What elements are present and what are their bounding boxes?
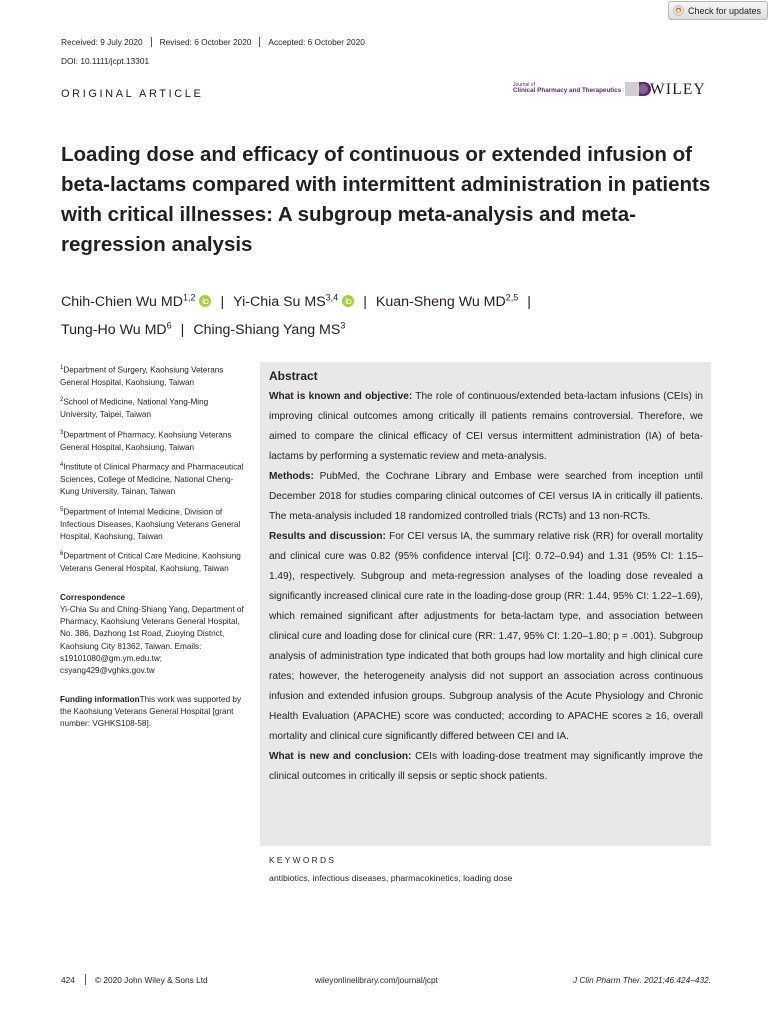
affiliation: $^2$School of Medicine, National Yang-Ming University, Taipei, Taiwan xyxy=(60,397,209,420)
citation: J Clin Pharm Ther. 2021;46:424–432. xyxy=(572,975,711,985)
journal-logo xyxy=(513,82,651,96)
affiliation: $^1$Department of Surgery, Kaohsiung Veterans General Hospital, Kaohsiung, Taiwan xyxy=(60,365,224,388)
crossmark-icon xyxy=(673,5,684,16)
author-separator: | xyxy=(180,322,185,339)
author[interactable]: Ching-Shiang Yang $MS^3$ xyxy=(193,320,346,339)
abstract-section: What is new and conclusion: CEIs with loading-dose treatment may significantly improve the clinical outcomes in critically ill sepsis or septic shock patients. xyxy=(269,751,703,782)
affiliation: $^6$Department of Critical Care Medicine, Kaohsiung Veterans General Hospital, Kaohsiung, Taiwan xyxy=(60,551,241,574)
author[interactable]: Chih-Chien Wu MD$^{1,2}$ xyxy=(61,292,196,310)
publisher-logo: WILEY xyxy=(650,81,706,98)
article-type: ORIGINAL ARTICLE xyxy=(61,88,204,100)
affiliation: $^3$Department of Pharmacy, Kaohsiung Veterans General Hospital, Kaohsiung, Taiwan xyxy=(60,429,232,452)
accepted-date: Accepted: 6 October 2020 xyxy=(268,37,365,47)
check-for-updates-button[interactable] xyxy=(668,1,768,20)
doi-link[interactable]: DOI: 10.1111/jcpt.13301 xyxy=(61,56,150,66)
abstract-section: Results and discussion: For CEI versus IA, the summary relative risk (RR) for overall mortality and clinical cure was 0.82 (95% confidence interval [CI]: 0.72–0.94) and 1.31 (95% CI: 1.15–1.49), respectively. Subgroup and meta-regression analyses of the loading dose revealed a significantly increased clinical cure rate in the loading-dose group (RR: 1.44, 95% CI: 1.22–1.69), which remained significant after adjustments for beta-lactam type, and association between clinical cure and loading dose for clinical cure (RR: 1.47, 95% CI: 1.20–1.80; p = .001). Subgroup analysis of administration type indicated that both groups had low mortality and high clinical cure rates; however, the heterogeneity analysis did not support an association across continuous infusion and extended infusion groups. Subgroup analysis of the Acute Physiology and Chronic Health Evaluation (APACHE) score was conducted; according to APACHE scores ≥ 16, overall mortality and clinical cure significantly differed between CEI and IA. xyxy=(269,531,703,742)
page-number: 424 xyxy=(61,975,75,985)
author[interactable]: Yi-Chia Su MS$^{3,4}$ xyxy=(233,292,339,310)
revised-date: Revised: 6 October 2020 xyxy=(159,37,252,47)
author-separator: | xyxy=(220,293,225,310)
journal-mark-icon xyxy=(625,82,651,96)
author-separator: | xyxy=(363,293,367,310)
author[interactable]: Tung-Ho Wu $MD^6$ xyxy=(61,320,172,339)
journal-url-link[interactable]: wileyonlinelibrary.com/journal/jcpt xyxy=(315,975,438,985)
affiliations-column xyxy=(60,362,246,731)
keywords-list: antibiotics, infectious diseases, pharmacokinetics, loading dose xyxy=(269,873,513,883)
author[interactable]: Kuan-Sheng Wu MD$^{2,5}$ xyxy=(375,292,519,310)
journal-logo-name: Clinical Pharmacy and Therapeutics xyxy=(513,87,622,95)
date-divider xyxy=(259,37,260,47)
abstract-heading: Abstract xyxy=(269,369,318,383)
funding-heading: Funding information xyxy=(60,694,140,704)
correspondence xyxy=(60,592,246,678)
abstract-section: What is known and objective: The role of continuous/extended beta-lactam infusions (CEIs) in improving clinical outcomes among critically ill patients remains controversial. Therefore, we aimed to compare the clinical efficacy of CEI versus intermittent administration (IA) of beta-lactams by performing a systematic review and meta-analysis. xyxy=(269,391,703,462)
copyright: © 2020 John Wiley & Sons Ltd xyxy=(95,975,208,985)
orcid-icon[interactable] xyxy=(199,295,211,307)
affiliation: $^5$Department of Internal Medicine, Division of Infectious Diseases, Kaohsiung Veterans General Hospital, Kaohsiung, Taiwan xyxy=(60,506,241,541)
date-divider xyxy=(151,37,152,47)
article-title: Loading dose and efficacy of continuous or extended infusion of beta-lactams compared with intermittent administration in patients with critical illnesses: A subgroup meta-analysis and meta-regression analysis xyxy=(61,143,711,256)
correspondence-heading: Correspondence xyxy=(60,592,126,602)
correspondence-text: Yi-Chia Su and Ching-Shiang Yang, Department of Pharmacy, Kaohsiung Veterans General Hospital, No. 386, Dazhong 1st Road, Zuoying District, Kaohsiung City 81362, Taiwan. Emails: s19101080@gm.ym.edu.tw; csyang429@vghks.gov.tw xyxy=(60,604,244,676)
funding-information xyxy=(60,694,246,731)
journal-logo-small: Journal of xyxy=(513,82,535,89)
orcid-icon[interactable] xyxy=(342,295,354,307)
author-separator: | xyxy=(527,293,531,310)
funding-text: This work was supported by the Kaohsiung Veterans General Hospital [grant number: VGHKS108-58]. xyxy=(60,694,242,729)
author-list xyxy=(61,285,711,342)
affiliation: $^4$Institute of Clinical Pharmacy and Pharmaceutical Sciences, College of Medicine, National Cheng-Kung University, Tainan, Taiwan xyxy=(60,461,244,497)
article-dates xyxy=(61,37,365,47)
abstract-section: Methods: PubMed, the Cochrane Library and Embase were searched from inception until December 2018 for studies comparing clinical outcomes of CEI versus IA in critically ill patients. The meta-analysis included 18 randomized controlled trials (RCTs) and 13 non-RCTs. xyxy=(269,471,703,522)
abstract-box xyxy=(260,362,711,846)
keywords-heading: KEYWORDS xyxy=(269,855,337,865)
footer-divider xyxy=(85,974,86,985)
received-date: Received: 9 July 2020 xyxy=(61,37,143,47)
check-for-updates-label: Check for updates xyxy=(688,5,762,16)
